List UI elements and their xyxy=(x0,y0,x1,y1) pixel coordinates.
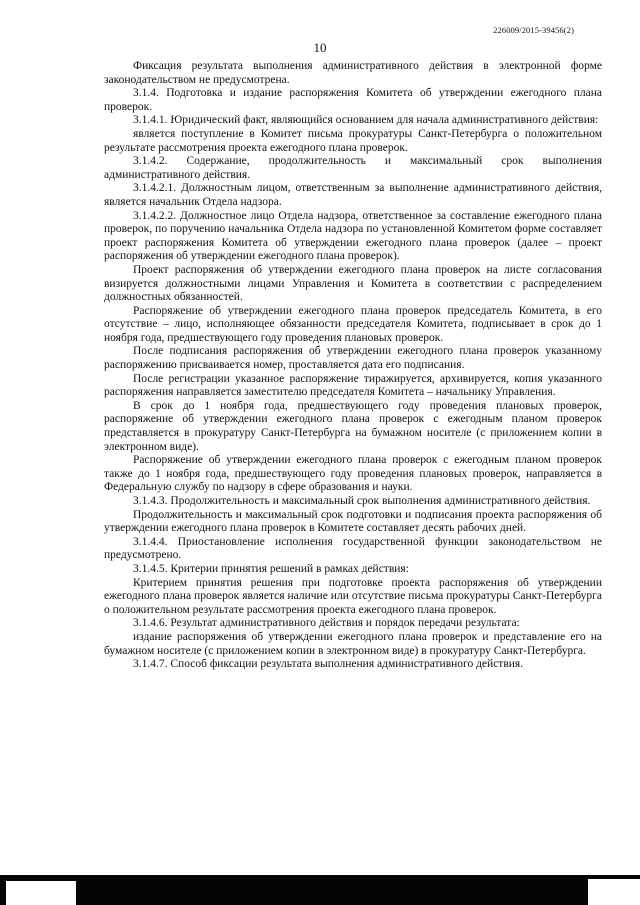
paragraph: 3.1.4.7. Способ фиксации результата выполнения административного действия. xyxy=(133,658,524,671)
paragraph: 3.1.4.2.2. Должностное лицо Отдела надзора, ответственное за составление ежегодного плана проверок, по поручению начальника Отдела надзора по установленной Комитетом форме составляет проект распоряжения Комитета об утверждении ежегодного плана проверок (далее – проект распоряжения об утверждении ежегодного плана проверок). xyxy=(104,209,602,263)
page-number: 10 xyxy=(313,40,327,55)
paragraph: 3.1.4.3. Продолжительность и максимальный срок выполнения административного действия. xyxy=(133,495,591,507)
paragraph: Фиксация результата выполнения административного действия в электронной форме законодательством не предусмотрена. xyxy=(104,60,602,86)
scan-border-gap xyxy=(6,881,76,905)
paragraph: Распоряжение об утверждении ежегодного плана проверок с ежегодным планом проверок также до 1 ноября года, предшествующего году проведения плановых проверок, направляется в Федеральную службу по надзору в сфере образования и науки. xyxy=(104,454,602,494)
scan-border-bottom xyxy=(0,875,640,905)
paragraph: Критерием принятия решения при подготовке проекта распоряжения об утверждении ежегодного плана проверок является наличие или отсутствие письма прокуратуры Санкт-Петербурга о положительном результате рассмотрения проекта ежегодного плана проверок. xyxy=(104,576,602,616)
paragraph: Проект распоряжения об утверждении ежегодного плана проверок на листе согласования визируется должностными лицами Управления и Комитета в соответствии с распределением должностных обязанностей. xyxy=(104,263,602,304)
paragraph: 3.1.4.2. Содержание, продолжительность и максимальный срок выполнения административного действия. xyxy=(104,155,602,181)
paragraph: После регистрации указанное распоряжение тиражируется, архивируется, копия указанного распоряжения направляется заместителю председателя Комитета – начальнику Управления. xyxy=(104,372,602,399)
paragraph: 3.1.4.4. Приостановление исполнения государственной функции законодательством не предусмотрено. xyxy=(104,535,602,562)
paragraph: В срок до 1 ноября года, предшествующего году проведения плановых проверок, распоряжение об утверждении ежегодного плана проверок с ежегодным планом проверок представляется в прокуратуру Санкт-Петербурга на бумажном носителе (с приложением копии в электронном виде). xyxy=(104,399,602,453)
paragraph: 3.1.4. Подготовка и издание распоряжения Комитета об утверждении ежегодного плана проверок. xyxy=(104,87,602,113)
document-body xyxy=(104,60,602,672)
paragraph: 3.1.4.5. Критерии принятия решений в рамках действия: xyxy=(133,562,409,575)
paragraph: 3.1.4.2.1. Должностным лицом, ответственным за выполнение административного действия, является начальник Отдела надзора. xyxy=(104,182,602,208)
paragraph: является поступление в Комитет письма прокуратуры Санкт-Петербурга о положительном результате рассмотрения проекта ежегодного плана проверок. xyxy=(104,127,602,154)
paragraph: 3.1.4.1. Юридический факт, являющийся основанием для начала административного действия: xyxy=(133,114,599,127)
paragraph: издание распоряжения об утверждении ежегодного плана проверок и представление его на бумажном носителе (с приложением копии в электронном виде) в прокуратуру Санкт-Петербурга. xyxy=(104,630,602,657)
paragraph: После подписания распоряжения об утверждении ежегодного плана проверок указанному распоряжению присваивается номер, проставляется дата его подписания. xyxy=(104,345,602,372)
paragraph: Распоряжение об утверждении ежегодного плана проверок председатель Комитета, в его отсутствие – лицо, исполняющее обязанности председателя Комитета, подписывает в срок до 1 ноября года, предшествующего году проведения плановых проверок. xyxy=(104,304,602,344)
document-id: 226009/2015-39456(2) xyxy=(493,25,574,35)
paragraph: 3.1.4.6. Результат административного действия и порядок передачи результата: xyxy=(133,617,520,630)
paragraph: Продолжительность и максимальный срок подготовки и подписания проекта распоряжения об утверждении ежегодного плана проверок в Комитете составляет десять рабочих дней. xyxy=(104,508,602,535)
scan-border-gap xyxy=(588,879,640,905)
